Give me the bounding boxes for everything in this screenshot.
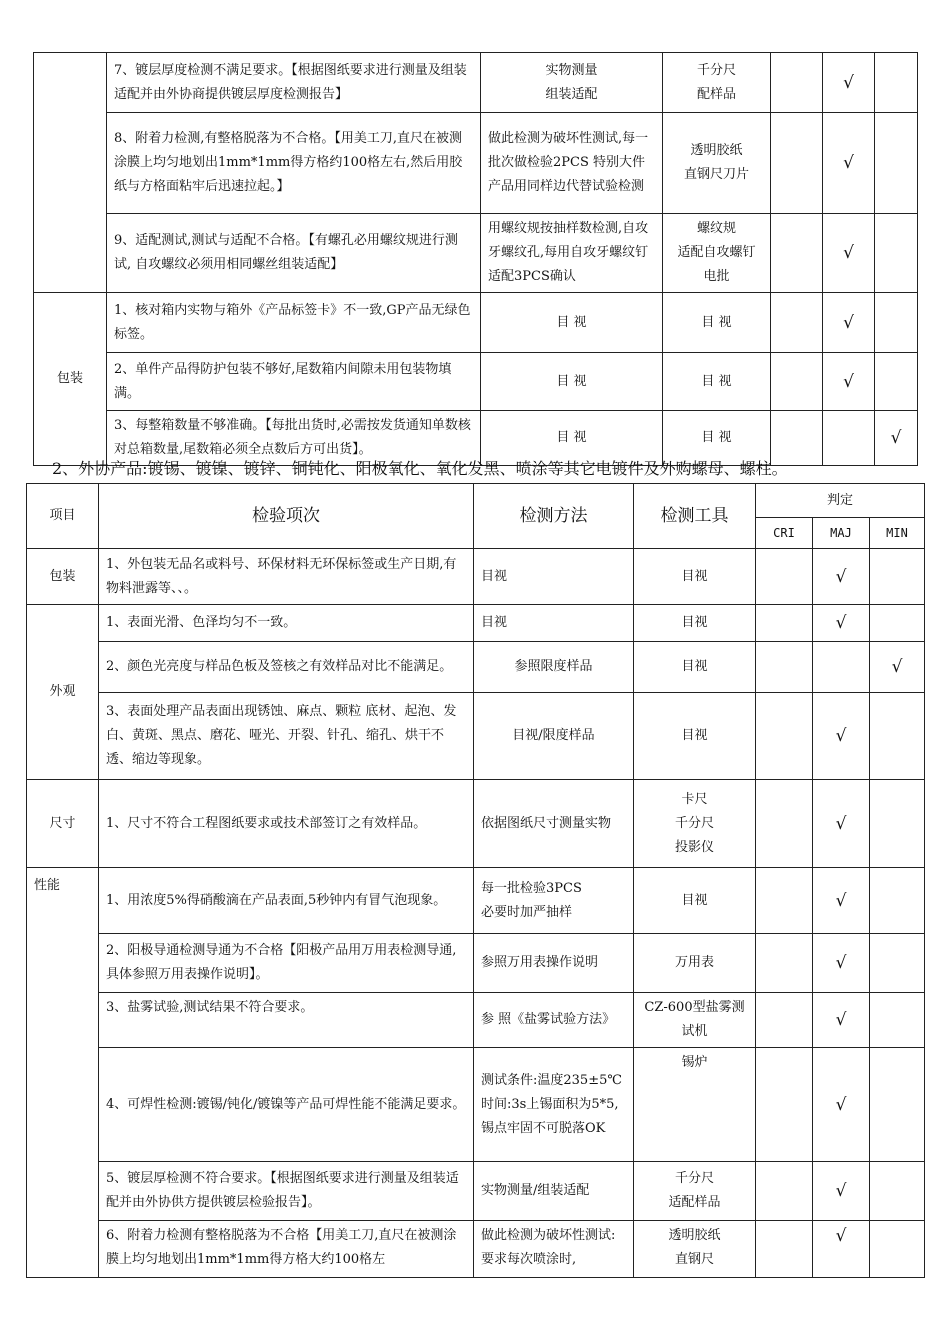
min-check: √ <box>875 411 918 466</box>
min-check <box>875 353 918 411</box>
min-check <box>870 1162 925 1221</box>
table-row <box>27 1221 925 1278</box>
inspection-table-outsourced <box>26 483 925 1278</box>
tool-cell: 目 视 <box>663 411 771 466</box>
method-cell: 目视 <box>474 605 634 642</box>
table-row <box>27 780 925 868</box>
maj-check: √ <box>823 214 875 293</box>
min-check <box>875 53 918 113</box>
cri-cell <box>771 353 823 411</box>
cri-cell <box>756 642 813 693</box>
inspection-table-continued <box>33 52 918 466</box>
maj-check <box>813 642 870 693</box>
inspection-item: 1、外包装无品名或料号、环保材料无环保标签或生产日期,有物料泄露等、、。 <box>99 549 474 605</box>
tool-cell: 透明胶纸 直钢尺 <box>634 1221 756 1278</box>
maj-check: √ <box>823 53 875 113</box>
tool-cell: 目视 <box>634 693 756 780</box>
project-cell <box>34 53 107 293</box>
maj-check: √ <box>813 993 870 1048</box>
header-row <box>27 484 925 518</box>
table-row <box>27 1048 925 1162</box>
cri-cell <box>756 605 813 642</box>
cri-cell <box>756 549 813 605</box>
min-check <box>870 934 925 993</box>
project-label: 包装 <box>34 293 107 466</box>
tool-cell: 卡尺 千分尺 投影仪 <box>634 780 756 868</box>
section-2-title: 2、外协产品:镀锡、镀镍、镀锌、铜钝化、阳极氧化、氧化发黑、喷涂等其它电镀件及外购螺母、螺柱。 <box>52 459 788 478</box>
method-cell: 参照限度样品 <box>474 642 634 693</box>
inspection-item: 2、阳极导通检测导通为不合格【阳极产品用万用表检测导通,具体参照万用表操作说明】。 <box>99 934 474 993</box>
cri-cell <box>756 1048 813 1162</box>
min-check <box>870 693 925 780</box>
cri-cell <box>771 113 823 214</box>
tool-cell: 千分尺 配样品 <box>663 53 771 113</box>
min-check <box>875 293 918 353</box>
header-cri: CRI <box>756 518 813 549</box>
cri-cell <box>756 1162 813 1221</box>
tool-cell: 目 视 <box>663 293 771 353</box>
method-cell: 依据图纸尺寸测量实物 <box>474 780 634 868</box>
cri-cell <box>756 693 813 780</box>
project-label: 性能 <box>27 868 99 1278</box>
maj-check: √ <box>813 605 870 642</box>
maj-check: √ <box>813 549 870 605</box>
header-judgement: 判定 <box>756 484 925 518</box>
method-cell: 做此检测为破坏性测试:要求每次喷涂时, <box>474 1221 634 1278</box>
inspection-item: 4、可焊性检测:镀锡/钝化/镀镍等产品可焊性能不能满足要求。 <box>99 1048 474 1162</box>
maj-check: √ <box>823 353 875 411</box>
maj-check: √ <box>813 1162 870 1221</box>
method-cell: 目 视 <box>481 293 663 353</box>
tool-cell: 锡炉 <box>634 1048 756 1162</box>
table-row <box>34 353 918 411</box>
inspection-item: 2、颜色光亮度与样品色板及签核之有效样品对比不能满足。 <box>99 642 474 693</box>
min-check <box>870 1048 925 1162</box>
inspection-item: 1、表面光滑、色泽均匀不一致。 <box>99 605 474 642</box>
inspection-item: 3、每整箱数量不够准确。【每批出货时,必需按发货通知单数核对总箱数量,尾数箱必须全点数后方可出货】。 <box>107 411 481 466</box>
tool-cell: 目视 <box>634 642 756 693</box>
table-row <box>34 293 918 353</box>
inspection-item: 5、镀层厚检测不符合要求。【根据图纸要求进行测量及组装适配并由外协供方提供镀层检验报告】。 <box>99 1162 474 1221</box>
cri-cell <box>756 934 813 993</box>
tool-cell: 万用表 <box>634 934 756 993</box>
min-check <box>870 1221 925 1278</box>
method-cell: 每一批检验3PCS 必要时加严抽样 <box>474 868 634 934</box>
table-row <box>27 549 925 605</box>
cri-cell <box>756 993 813 1048</box>
table-row <box>27 605 925 642</box>
project-label: 外观 <box>27 605 99 780</box>
maj-check: √ <box>813 1221 870 1278</box>
min-check <box>870 868 925 934</box>
inspection-item: 7、镀层厚度检测不满足要求。【根据图纸要求进行测量及组装适配并由外协商提供镀层厚度检测报告】 <box>107 53 481 113</box>
min-check <box>870 780 925 868</box>
tool-cell: 螺纹规 适配自攻螺钉 电批 <box>663 214 771 293</box>
min-check <box>870 993 925 1048</box>
maj-check: √ <box>823 113 875 214</box>
project-label: 尺寸 <box>27 780 99 868</box>
maj-check: √ <box>813 693 870 780</box>
min-check <box>875 113 918 214</box>
table-row <box>34 53 918 113</box>
tool-cell: 目 视 <box>663 353 771 411</box>
method-cell: 测试条件:温度235±5℃时间:3s上锡面积为5*5,锡点牢固不可脱落OK <box>474 1048 634 1162</box>
inspection-item: 3、表面处理产品表面出现锈蚀、麻点、颗粒 底材、起泡、发白、黄斑、黑点、磨花、哑光、开裂、针孔、缩孔、烘干不透、缩边等现象。 <box>99 693 474 780</box>
min-check <box>870 605 925 642</box>
maj-check: √ <box>823 293 875 353</box>
inspection-item: 1、尺寸不符合工程图纸要求或技术部签订之有效样品。 <box>99 780 474 868</box>
tool-cell: 千分尺 适配样品 <box>634 1162 756 1221</box>
tool-cell: 目视 <box>634 605 756 642</box>
min-check <box>875 214 918 293</box>
inspection-item: 2、单件产品得防护包装不够好,尾数箱内间隙未用包装物填满。 <box>107 353 481 411</box>
table-row <box>27 934 925 993</box>
maj-check: √ <box>813 780 870 868</box>
cri-cell <box>756 1221 813 1278</box>
table-row <box>27 1162 925 1221</box>
header-maj: MAJ <box>813 518 870 549</box>
method-cell: 参照万用表操作说明 <box>474 934 634 993</box>
header-min: MIN <box>870 518 925 549</box>
inspection-item: 1、用浓度5%得硝酸滴在产品表面,5秒钟内有冒气泡现象。 <box>99 868 474 934</box>
tool-cell: CZ-600型盐雾测试机 <box>634 993 756 1048</box>
maj-check: √ <box>813 868 870 934</box>
table-row <box>34 113 918 214</box>
header-inspection: 检验项次 <box>99 484 474 549</box>
cri-cell <box>756 868 813 934</box>
table-row <box>27 693 925 780</box>
inspection-item: 1、核对箱内实物与箱外《产品标签卡》不一致,GP产品无绿色标签。 <box>107 293 481 353</box>
maj-check: √ <box>813 934 870 993</box>
cri-cell <box>771 293 823 353</box>
method-cell: 目视 <box>474 549 634 605</box>
table-row <box>34 214 918 293</box>
method-cell: 实物测量 组装适配 <box>481 53 663 113</box>
min-check <box>870 549 925 605</box>
method-cell: 目视/限度样品 <box>474 693 634 780</box>
tool-cell: 目视 <box>634 868 756 934</box>
method-cell: 参 照《盐雾试验方法》 <box>474 993 634 1048</box>
tool-cell: 目视 <box>634 549 756 605</box>
inspection-item: 9、适配测试,测试与适配不合格。【有螺孔必用螺纹规进行测试, 自攻螺纹必须用相同螺丝组装适配】 <box>107 214 481 293</box>
tool-cell: 透明胶纸 直钢尺刀片 <box>663 113 771 214</box>
method-cell: 目 视 <box>481 411 663 466</box>
inspection-item: 6、附着力检测有整格脱落为不合格【用美工刀,直尺在被测涂膜上均匀地划出1mm*1mm得方格大约100格左 <box>99 1221 474 1278</box>
inspection-item: 8、附着力检测,有整格脱落为不合格。【用美工刀,直尺在被测涂膜上均匀地划出1mm*1mm得方格约100格左右,然后用胶纸与方格面粘牢后迅速拉起。】 <box>107 113 481 214</box>
inspection-item: 3、盐雾试验,测试结果不符合要求。 <box>99 993 474 1048</box>
maj-check <box>823 411 875 466</box>
table-row <box>27 642 925 693</box>
method-cell: 实物测量/组装适配 <box>474 1162 634 1221</box>
cri-cell <box>771 214 823 293</box>
cri-cell <box>756 780 813 868</box>
method-cell: 用螺纹规按抽样数检测,自攻牙螺纹孔,每用自攻牙螺纹钉适配3PCS确认 <box>481 214 663 293</box>
header-method: 检测方法 <box>474 484 634 549</box>
cri-cell <box>771 53 823 113</box>
maj-check: √ <box>813 1048 870 1162</box>
project-label: 包装 <box>27 549 99 605</box>
table-row <box>27 868 925 934</box>
table-row <box>27 993 925 1048</box>
method-cell: 做此检测为破坏性测试,每一批次做检验2PCS 特别大件产品用同样边代替试验检测 <box>481 113 663 214</box>
min-check: √ <box>870 642 925 693</box>
header-tool: 检测工具 <box>634 484 756 549</box>
header-project: 项目 <box>27 484 99 549</box>
method-cell: 目 视 <box>481 353 663 411</box>
